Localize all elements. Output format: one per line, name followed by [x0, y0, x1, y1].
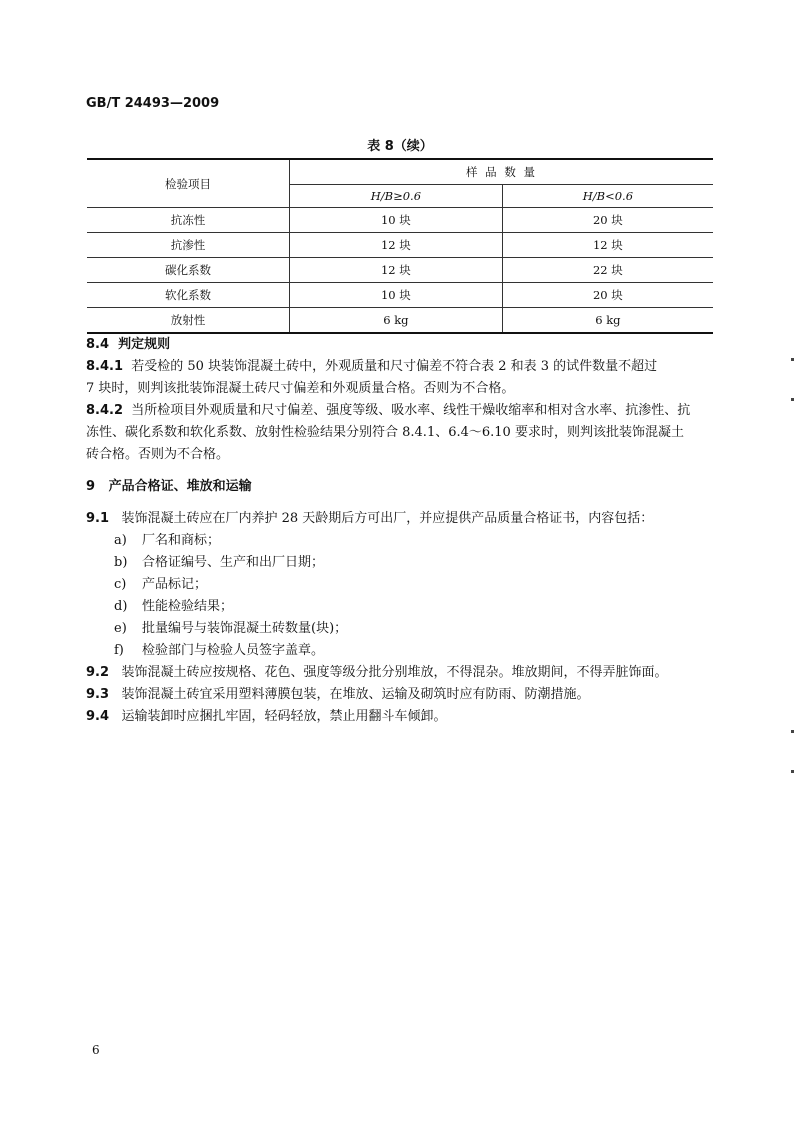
- clause-number: 9.4: [86, 709, 110, 724]
- list-item: [86, 530, 716, 552]
- row-item: 软化系数: [87, 283, 290, 308]
- list-text: 检验部门与检验人员签字盖章。: [142, 643, 325, 658]
- list-marker: d): [114, 599, 128, 614]
- section-8-4-heading: [86, 334, 716, 356]
- standard-code: GB/T 24493—2009: [86, 96, 220, 111]
- clause-8-4-2: [86, 400, 716, 422]
- clause-text: 运输装卸时应捆扎牢固，轻码轻放，禁止用翻斗车倾卸。: [121, 709, 447, 724]
- table-header-col2: H/B<0.6: [502, 185, 713, 208]
- list-item: [86, 552, 716, 574]
- list-text: 产品标记；: [142, 577, 208, 592]
- row-value-col2: 20 块: [502, 208, 713, 233]
- list-marker: a): [114, 533, 127, 548]
- clause-line: 当所检项目外观质量和尺寸偏差、强度等级、吸水率、线性干燥收缩率和相对含水率、抗渗性、抗: [131, 403, 691, 418]
- page-number: 6: [92, 1043, 100, 1057]
- clause-number: 9.3: [86, 687, 110, 702]
- clause-text: 装饰混凝土砖宜采用塑料薄膜包装，在堆放、运输及砌筑时应有防雨、防潮措施。: [121, 687, 590, 702]
- table-row: [87, 208, 713, 233]
- row-item: 抗冻性: [87, 208, 290, 233]
- section-title: 判定规则: [118, 337, 171, 352]
- list-text: 合格证编号、生产和出厂日期；: [142, 555, 325, 570]
- list-item: [86, 574, 716, 596]
- table-row: [87, 283, 713, 308]
- table-header-group: 样 品 数 量: [290, 159, 714, 185]
- scan-mark: [791, 398, 794, 401]
- clause-9-2: [86, 662, 716, 684]
- clause-number: 9.1: [86, 511, 110, 526]
- clause-9-1: [86, 508, 716, 530]
- clause-number: 8.4.2: [86, 403, 124, 418]
- sample-quantity-table: [87, 158, 713, 334]
- clause-number: 8.4.1: [86, 359, 124, 374]
- list-marker: f): [114, 643, 124, 658]
- scan-mark: [791, 730, 794, 733]
- clause-9-4: [86, 706, 716, 728]
- row-value-col1: 10 块: [290, 208, 503, 233]
- section-number: 8.4: [86, 337, 110, 352]
- list-item: [86, 618, 716, 640]
- table-caption: 表 8（续）: [367, 139, 433, 154]
- row-value-col1: 12 块: [290, 258, 503, 283]
- clause-9-3: [86, 684, 716, 706]
- list-marker: e): [114, 621, 127, 636]
- table-header-item: 检验项目: [87, 159, 290, 208]
- row-item: 碳化系数: [87, 258, 290, 283]
- clause-line: 7 块时，则判该批装饰混凝土砖尺寸偏差和外观质量合格。否则为不合格。: [86, 381, 515, 396]
- row-value-col1: 12 块: [290, 233, 503, 258]
- list-marker: c): [114, 577, 127, 592]
- table-row: [87, 233, 713, 258]
- row-value-col1: 6 kg: [290, 308, 503, 334]
- section-number: 9: [86, 479, 96, 494]
- list-text: 性能检验结果；: [142, 599, 234, 614]
- list-item: [86, 640, 716, 662]
- scan-mark: [791, 770, 794, 773]
- row-item: 抗渗性: [87, 233, 290, 258]
- clause-line: 冻性、碳化系数和软化系数、放射性检验结果分别符合 8.4.1、6.4～6.10 要求时，则判该批装饰混凝土: [86, 425, 684, 440]
- list-text: 厂名和商标；: [142, 533, 221, 548]
- table-row: [87, 308, 713, 334]
- clause-text: 装饰混凝土砖应在厂内养护 28 天龄期后方可出厂，并应提供产品质量合格证书，内容包括：: [121, 511, 654, 526]
- row-value-col1: 10 块: [290, 283, 503, 308]
- clause-text: 装饰混凝土砖应按规格、花色、强度等级分批分别堆放，不得混杂。堆放期间，不得弄脏饰面。: [121, 665, 668, 680]
- table-row: [87, 258, 713, 283]
- scan-mark: [791, 358, 794, 361]
- row-value-col2: 6 kg: [502, 308, 713, 334]
- list-text: 批量编号与装饰混凝土砖数量(块)；: [142, 621, 348, 636]
- table-header-col1: H/B≥0.6: [290, 185, 503, 208]
- row-value-col2: 12 块: [502, 233, 713, 258]
- row-value-col2: 22 块: [502, 258, 713, 283]
- row-item: 放射性: [87, 308, 290, 334]
- clause-line: 若受检的 50 块装饰混凝土砖中，外观质量和尺寸偏差不符合表 2 和表 3 的试件数量不超过: [131, 359, 658, 374]
- section-9-heading: [86, 476, 716, 498]
- section-title: 产品合格证、堆放和运输: [108, 479, 252, 494]
- list-marker: b): [114, 555, 128, 570]
- row-value-col2: 20 块: [502, 283, 713, 308]
- clause-8-4-1: [86, 356, 716, 378]
- list-item: [86, 596, 716, 618]
- clause-number: 9.2: [86, 665, 110, 680]
- clause-line: 砖合格。否则为不合格。: [86, 447, 230, 462]
- body-text: [86, 334, 716, 728]
